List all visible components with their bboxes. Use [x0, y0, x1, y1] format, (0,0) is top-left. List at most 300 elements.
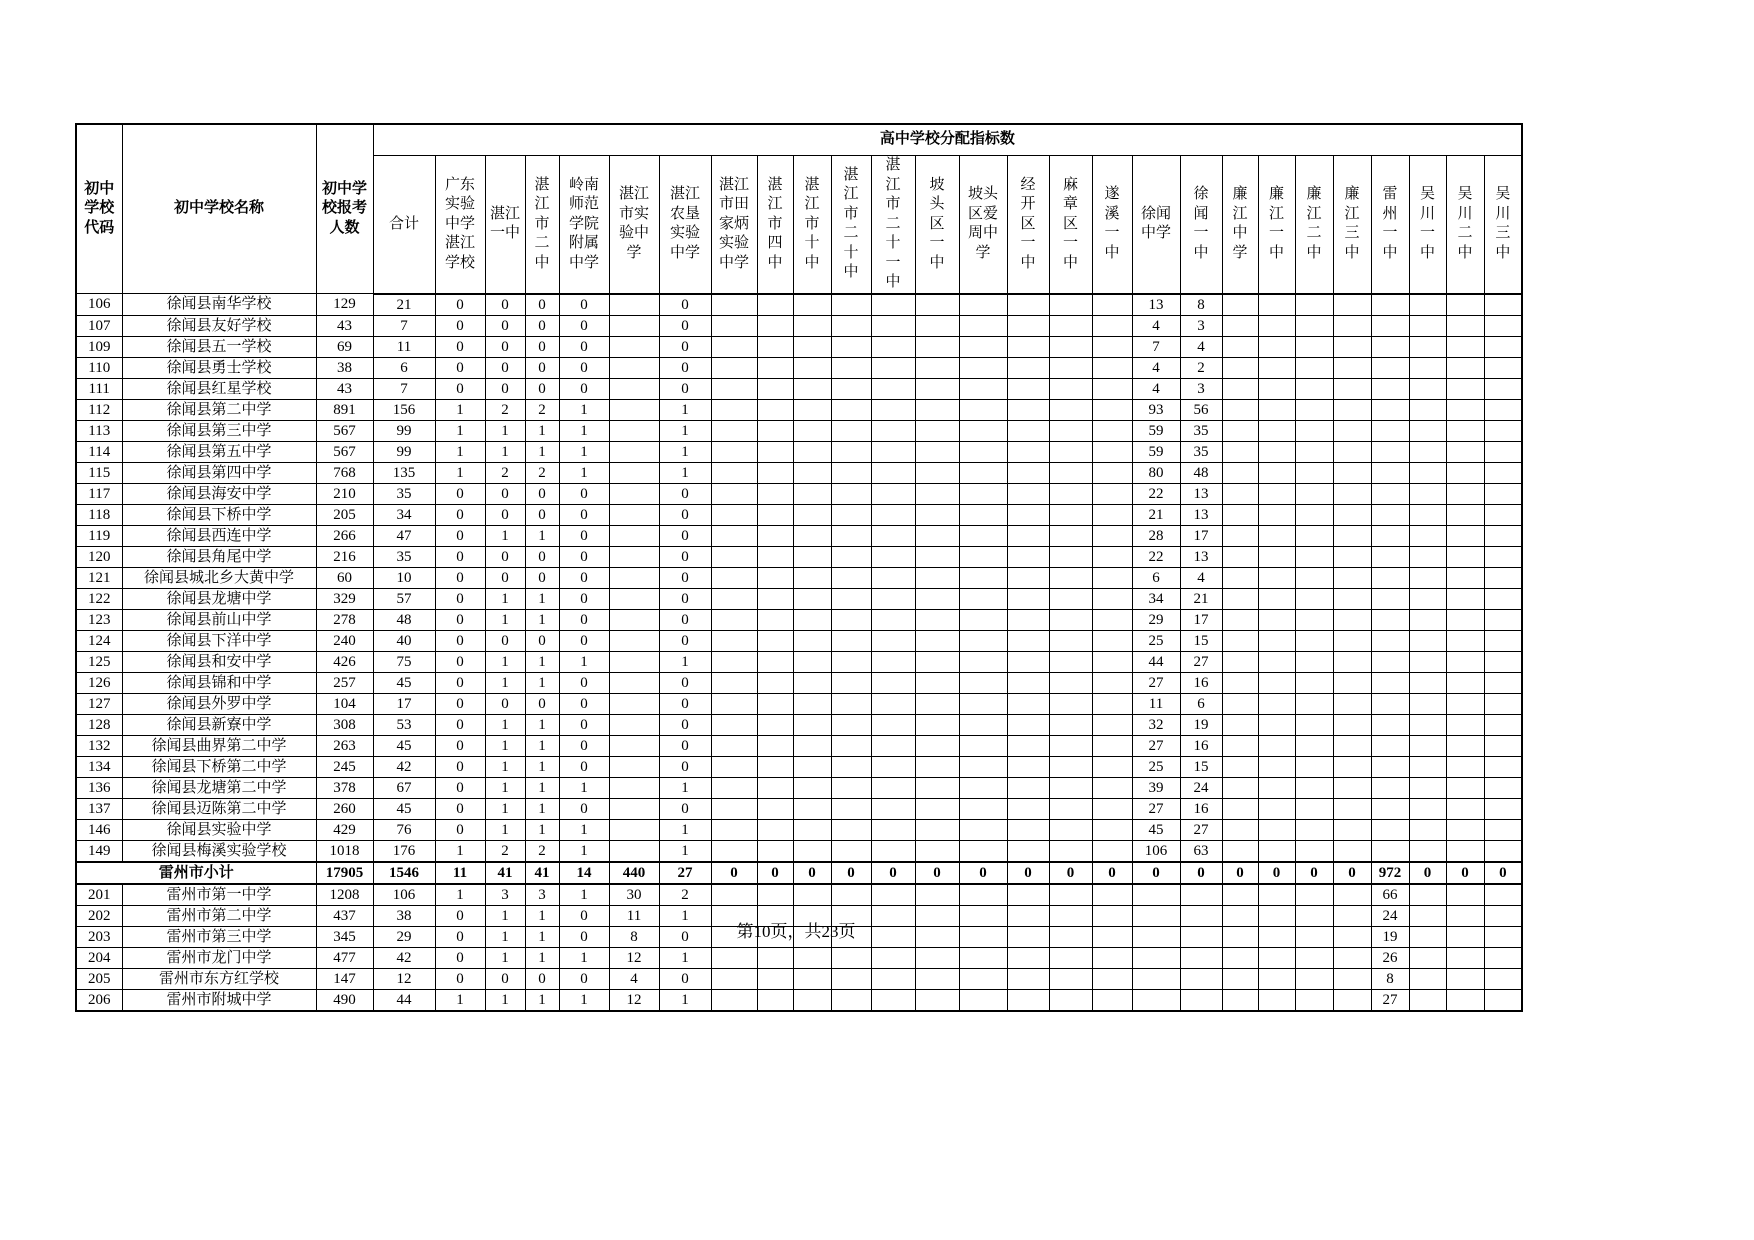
cell: [1258, 315, 1295, 336]
cell: [1484, 672, 1522, 693]
cell: [831, 294, 871, 316]
cell: [1092, 462, 1132, 483]
cell: 1: [485, 609, 525, 630]
cell: 1546: [373, 862, 435, 884]
cell: [871, 968, 915, 989]
cell: [915, 756, 959, 777]
table-row: [76, 504, 1522, 525]
cell: 110: [76, 357, 122, 378]
cell: [1222, 546, 1258, 567]
table-row: [76, 378, 1522, 399]
cell: [871, 651, 915, 672]
cell: [915, 735, 959, 756]
cell: [831, 630, 871, 651]
cell: 1: [659, 420, 711, 441]
column-header: 雷州一中: [1371, 156, 1409, 294]
cell: [871, 735, 915, 756]
cell: 雷州市东方红学校: [122, 968, 316, 989]
cell: [1295, 819, 1333, 840]
cell: 0: [659, 546, 711, 567]
cell: [1007, 968, 1049, 989]
cell: [1371, 693, 1409, 714]
table-row: [76, 884, 1522, 906]
cell: [871, 714, 915, 735]
cell: [1258, 884, 1295, 906]
cell: [1222, 399, 1258, 420]
table-row: [76, 735, 1522, 756]
cell: [1484, 588, 1522, 609]
cell: 徐闻县下洋中学: [122, 630, 316, 651]
cell: [1295, 441, 1333, 462]
cell: 440: [609, 862, 659, 884]
cell: [915, 777, 959, 798]
cell: [757, 294, 793, 316]
cell: [1446, 756, 1484, 777]
cell: 11: [609, 905, 659, 926]
cell: 0: [435, 651, 485, 672]
cell: [1484, 630, 1522, 651]
cell: [959, 840, 1007, 862]
cell: [1092, 693, 1132, 714]
cell: 0: [525, 630, 559, 651]
cell: 1: [485, 420, 525, 441]
cell: 1: [559, 777, 609, 798]
cell: 0: [485, 294, 525, 316]
cell: 29: [373, 926, 435, 947]
cell: [609, 399, 659, 420]
cell: 0: [659, 630, 711, 651]
cell: 0: [525, 504, 559, 525]
cell: 0: [559, 756, 609, 777]
cell: [1409, 884, 1446, 906]
cell: [1295, 672, 1333, 693]
cell: [1371, 378, 1409, 399]
cell: [871, 420, 915, 441]
cell: [1333, 672, 1371, 693]
cell: [793, 884, 831, 906]
cell: 45: [373, 735, 435, 756]
cell: 69: [316, 336, 373, 357]
cell: 1: [659, 905, 711, 926]
cell: 25: [1132, 756, 1180, 777]
cell: 3: [1180, 378, 1222, 399]
cell: [1371, 399, 1409, 420]
cell: 0: [485, 378, 525, 399]
cell: 17: [1180, 609, 1222, 630]
cell: 0: [559, 504, 609, 525]
cell: 257: [316, 672, 373, 693]
cell: [871, 504, 915, 525]
cell: [1222, 420, 1258, 441]
cell: 1: [435, 420, 485, 441]
cell: [959, 735, 1007, 756]
cell: 114: [76, 441, 122, 462]
column-header: 廉江中学: [1222, 156, 1258, 294]
cell: [1258, 567, 1295, 588]
cell: [915, 483, 959, 504]
cell: [1333, 735, 1371, 756]
cell: [1007, 735, 1049, 756]
cell: [1446, 315, 1484, 336]
cell: [1484, 294, 1522, 316]
cell: [1371, 315, 1409, 336]
cell: 137: [76, 798, 122, 819]
table-row: [76, 672, 1522, 693]
cell: 0: [525, 315, 559, 336]
cell: [915, 651, 959, 672]
cell: 1: [559, 947, 609, 968]
cell: 徐闻县南华学校: [122, 294, 316, 316]
cell: [1446, 777, 1484, 798]
cell: 17: [1180, 525, 1222, 546]
cell: [1371, 567, 1409, 588]
cell: [757, 504, 793, 525]
cell: 0: [559, 336, 609, 357]
cell: [1295, 588, 1333, 609]
cell: [831, 735, 871, 756]
cell: [959, 609, 1007, 630]
cell: [1049, 378, 1092, 399]
cell: 0: [435, 336, 485, 357]
table-row: [76, 462, 1522, 483]
cell: 57: [373, 588, 435, 609]
cell: [1371, 735, 1409, 756]
cell: [1180, 947, 1222, 968]
cell: [1007, 315, 1049, 336]
cell: 徐闻县曲界第二中学: [122, 735, 316, 756]
cell: [831, 756, 871, 777]
cell: 48: [373, 609, 435, 630]
cell: [1484, 798, 1522, 819]
cell: 0: [435, 504, 485, 525]
cell: [1484, 525, 1522, 546]
cell: 263: [316, 735, 373, 756]
cell: 0: [435, 693, 485, 714]
cell: 240: [316, 630, 373, 651]
cell: [915, 504, 959, 525]
cell: 0: [1092, 862, 1132, 884]
cell: 0: [435, 567, 485, 588]
cell: 32: [1132, 714, 1180, 735]
cell: 徐闻县红星学校: [122, 378, 316, 399]
cell: [1295, 609, 1333, 630]
cell: [831, 399, 871, 420]
cell: [1446, 672, 1484, 693]
cell: [1049, 462, 1092, 483]
cell: 0: [659, 798, 711, 819]
table-row: [76, 483, 1522, 504]
cell: [959, 546, 1007, 567]
cell: [915, 315, 959, 336]
cell: [1007, 884, 1049, 906]
cell: [1049, 357, 1092, 378]
cell: [1484, 947, 1522, 968]
cell: [959, 378, 1007, 399]
cell: [871, 525, 915, 546]
cell: 19: [1180, 714, 1222, 735]
cell: [871, 588, 915, 609]
cell: [711, 483, 757, 504]
cell: 201: [76, 884, 122, 906]
cell: [871, 609, 915, 630]
cell: [871, 441, 915, 462]
cell: [757, 714, 793, 735]
cell: [793, 588, 831, 609]
cell: [1484, 756, 1522, 777]
cell: [609, 588, 659, 609]
cell: 雷州市附城中学: [122, 989, 316, 1011]
cell: [711, 462, 757, 483]
cell: 35: [373, 483, 435, 504]
cell: 0: [1409, 862, 1446, 884]
cell: 1018: [316, 840, 373, 862]
cell: [1295, 420, 1333, 441]
cell: 0: [435, 630, 485, 651]
cell: [1333, 336, 1371, 357]
cell: 0: [659, 315, 711, 336]
cell: [1446, 294, 1484, 316]
cell: [1092, 947, 1132, 968]
cell: [1007, 483, 1049, 504]
cell: [1049, 714, 1092, 735]
cell: [1049, 777, 1092, 798]
table-row: [76, 546, 1522, 567]
cell: 徐闻县海安中学: [122, 483, 316, 504]
cell: [1484, 651, 1522, 672]
cell: [959, 441, 1007, 462]
cell: [1484, 777, 1522, 798]
cell: 0: [559, 693, 609, 714]
cell: [1222, 609, 1258, 630]
cell: [1484, 735, 1522, 756]
cell: [1484, 546, 1522, 567]
cell: 308: [316, 714, 373, 735]
cell: 0: [559, 315, 609, 336]
cell: [1092, 336, 1132, 357]
cell: [1371, 462, 1409, 483]
cell: [1007, 756, 1049, 777]
cell: [959, 567, 1007, 588]
cell: [1446, 357, 1484, 378]
cell: 59: [1132, 420, 1180, 441]
cell: [793, 378, 831, 399]
cell: 136: [76, 777, 122, 798]
cell: [1295, 947, 1333, 968]
cell: 146: [76, 819, 122, 840]
cell: [793, 546, 831, 567]
cell: [1371, 714, 1409, 735]
cell: [1258, 399, 1295, 420]
cell: [1092, 588, 1132, 609]
cell: [609, 714, 659, 735]
cell: 徐闻县角尾中学: [122, 546, 316, 567]
cell: [793, 294, 831, 316]
column-header: 初中学校代码: [76, 124, 122, 294]
cell: [1409, 504, 1446, 525]
cell: 104: [316, 693, 373, 714]
cell: 477: [316, 947, 373, 968]
cell: [1409, 651, 1446, 672]
cell: [793, 399, 831, 420]
cell: 1: [525, 441, 559, 462]
cell: 0: [831, 862, 871, 884]
cell: 0: [1132, 862, 1180, 884]
cell: 0: [435, 315, 485, 336]
cell: [757, 968, 793, 989]
cell: 1: [525, 714, 559, 735]
cell: 0: [435, 756, 485, 777]
column-header: 湛江一中: [485, 156, 525, 294]
cell: [1222, 483, 1258, 504]
cell: [1484, 989, 1522, 1011]
cell: 徐闻县迈陈第二中学: [122, 798, 316, 819]
cell: [793, 672, 831, 693]
cell: [609, 378, 659, 399]
cell: 7: [373, 378, 435, 399]
cell: [1409, 693, 1446, 714]
cell: 132: [76, 735, 122, 756]
cell: 0: [525, 567, 559, 588]
cell: [1007, 630, 1049, 651]
cell: 1: [659, 840, 711, 862]
cell: 0: [485, 968, 525, 989]
cell: 768: [316, 462, 373, 483]
cell: [711, 968, 757, 989]
cell: 0: [659, 483, 711, 504]
cell: 0: [871, 862, 915, 884]
cell: 0: [435, 546, 485, 567]
cell: [1092, 651, 1132, 672]
table-row: [76, 609, 1522, 630]
cell: [1295, 735, 1333, 756]
cell: [871, 693, 915, 714]
cell: 42: [373, 947, 435, 968]
cell: [1484, 567, 1522, 588]
cell: 1: [485, 819, 525, 840]
cell: [1484, 884, 1522, 906]
cell: [1049, 989, 1092, 1011]
cell: [1092, 483, 1132, 504]
cell: 26: [1371, 947, 1409, 968]
cell: 27: [659, 862, 711, 884]
cell: [609, 525, 659, 546]
cell: 0: [559, 357, 609, 378]
cell: 1: [659, 399, 711, 420]
cell: [793, 819, 831, 840]
cell: 1: [559, 399, 609, 420]
column-header: 廉江三中: [1333, 156, 1371, 294]
cell: 0: [559, 735, 609, 756]
cell: [959, 989, 1007, 1011]
cell: [1180, 989, 1222, 1011]
cell: [915, 968, 959, 989]
cell: 0: [435, 947, 485, 968]
page-footer: 第10页，共23页: [736, 922, 856, 941]
cell: [757, 947, 793, 968]
cell: [1222, 294, 1258, 316]
cell: [959, 884, 1007, 906]
cell: 2: [485, 462, 525, 483]
cell: 21: [1132, 504, 1180, 525]
cell: 0: [435, 294, 485, 316]
cell: [1484, 504, 1522, 525]
cell: 0: [525, 546, 559, 567]
cell: [711, 989, 757, 1011]
cell: 徐闻县五一学校: [122, 336, 316, 357]
cell: [1446, 420, 1484, 441]
cell: [711, 399, 757, 420]
cell: [1446, 819, 1484, 840]
cell: [1446, 399, 1484, 420]
cell: [1484, 968, 1522, 989]
cell: [757, 756, 793, 777]
cell: [1049, 336, 1092, 357]
cell: 40: [373, 630, 435, 651]
cell: 13: [1180, 483, 1222, 504]
cell: [1409, 756, 1446, 777]
cell: 19: [1371, 926, 1409, 947]
cell: [1295, 840, 1333, 862]
column-header: 岭南师范学院附属中学: [559, 156, 609, 294]
cell: 0: [659, 336, 711, 357]
cell: [1484, 483, 1522, 504]
cell: [1409, 315, 1446, 336]
cell: [1132, 968, 1180, 989]
cell: [1007, 714, 1049, 735]
cell: 徐闻县下桥第二中学: [122, 756, 316, 777]
cell: [793, 525, 831, 546]
cell: 1: [525, 609, 559, 630]
cell: 0: [559, 546, 609, 567]
cell: [1446, 567, 1484, 588]
cell: [1258, 672, 1295, 693]
cell: [959, 336, 1007, 357]
cell: [1333, 588, 1371, 609]
cell: 60: [316, 567, 373, 588]
cell: [1258, 756, 1295, 777]
cell: 34: [1132, 588, 1180, 609]
cell: 1: [525, 905, 559, 926]
cell: [915, 399, 959, 420]
cell: 13: [1180, 546, 1222, 567]
cell: 107: [76, 315, 122, 336]
cell: [959, 693, 1007, 714]
cell: [1333, 756, 1371, 777]
cell: [871, 947, 915, 968]
cell: [1258, 483, 1295, 504]
cell: 1: [559, 420, 609, 441]
cell: [1049, 693, 1092, 714]
cell: [711, 588, 757, 609]
cell: 202: [76, 905, 122, 926]
cell: 0: [435, 819, 485, 840]
cell: 0: [1258, 862, 1295, 884]
cell: 徐闻县下桥中学: [122, 504, 316, 525]
cell: [1295, 357, 1333, 378]
cell: 0: [659, 357, 711, 378]
allocation-table: [75, 123, 1523, 1012]
cell: [711, 504, 757, 525]
cell: 67: [373, 777, 435, 798]
cell: [1222, 525, 1258, 546]
cell: 1: [525, 947, 559, 968]
cell: [1222, 798, 1258, 819]
cell: 0: [525, 336, 559, 357]
cell: [959, 294, 1007, 316]
cell: 117: [76, 483, 122, 504]
cell: [1409, 819, 1446, 840]
cell: 0: [525, 483, 559, 504]
